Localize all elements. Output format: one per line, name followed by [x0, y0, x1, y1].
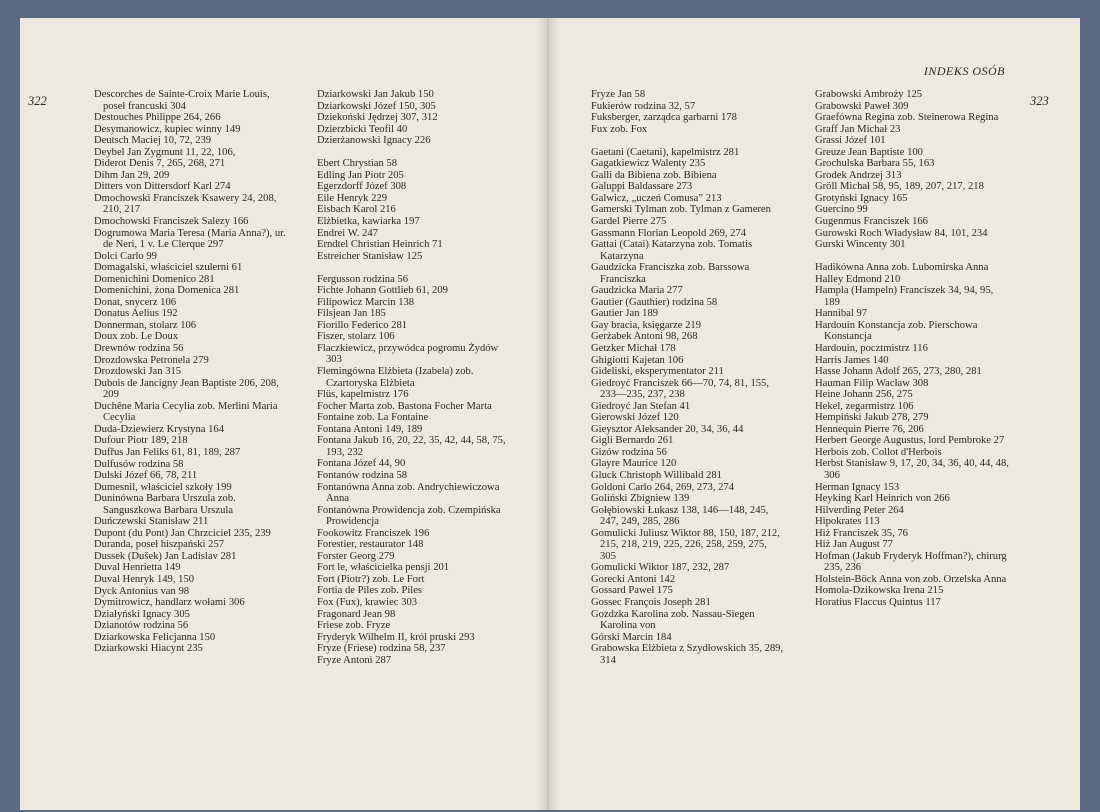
index-entry: Forestier, restaurator 148: [317, 539, 424, 551]
index-entry: Gay bracia, księgarze 219: [591, 319, 702, 331]
index-entry: Domagalski, właściciel szulerni 61: [94, 262, 243, 274]
index-column-1: [94, 89, 289, 655]
index-entry: Filsjean Jan 185: [317, 308, 386, 320]
index-entry: Gröll Michał 58, 95, 189, 207, 217, 218: [815, 181, 984, 193]
index-entry: Hiż Franciszek 35, 76: [815, 527, 908, 539]
index-entry: Gaudzicka Maria 277: [591, 285, 683, 297]
index-entry: Dziarkowska Felicjanna 150: [94, 631, 216, 643]
index-entry: Gautier (Gauthier) rodzina 58: [591, 296, 718, 308]
index-entry: Herbst Stanisław 9, 17, 20, 34, 36, 40, 44, 48, 306: [815, 458, 1009, 481]
index-entry: Fuksberger, zarządca garbarni 178: [591, 112, 737, 124]
index-entry: Gomulicki Wiktor 187, 232, 287: [591, 562, 730, 574]
index-entry: Hofman (Jakub Fryderyk Hoffman?), chirurg 235, 236: [815, 550, 1007, 574]
index-entry: Harris James 140: [815, 354, 889, 366]
index-entry: Fragonard Jean 98: [317, 608, 396, 620]
index-entry: Flaczkiewicz, przywódca pogromu Żydów 303: [317, 342, 499, 366]
index-entry: Doux zob. Le Doux: [94, 331, 179, 343]
index-entry: Flemingówna Elżbieta (Izabela) zob. Czartoryska Elżbieta: [317, 366, 474, 389]
index-entry: Dymitrowicz, handlarz wołami 306: [94, 597, 245, 609]
index-entry: Fontanówna Prowidencja zob. Czempińska Prowidencja: [317, 504, 501, 528]
index-entry: Grabowski Paweł 309: [815, 100, 909, 112]
index-entry: Herbert George Augustus, lord Pembroke 27: [815, 435, 1005, 447]
index-entry: Gossec François Joseph 281: [591, 597, 711, 609]
running-head: INDEKS OSÓB: [923, 64, 1005, 78]
index-entry: Goliński Zbigniew 139: [591, 493, 690, 505]
index-entry: Fiorillo Federico 281: [317, 319, 408, 331]
index-entry: Friese zob. Fryze: [317, 620, 391, 632]
index-entry: Eile Henryk 229: [317, 192, 388, 204]
index-entry: Forster Georg 279: [317, 550, 395, 562]
index-entry: Gideliski, eksperymentator 211: [591, 366, 724, 378]
index-entry: Focher Marta zob. Bastona Focher Marta: [317, 400, 492, 412]
index-entry: Giedroyć Jan Stefan 41: [591, 400, 691, 412]
index-entry: Duranda, poseł hiszpański 257: [94, 539, 225, 551]
index-entry: Dogrumowa Maria Teresa (Maria Anna?), ur. de Neri, 1 v. Le Clerque 297: [94, 227, 286, 251]
index-entry: Duval Henryk 149, 150: [94, 573, 195, 585]
index-entry: Destouches Philippe 264, 266: [94, 112, 221, 124]
index-entry: Endrei W. 247: [317, 227, 378, 239]
index-entry: Fontana Józef 44, 90: [317, 458, 406, 470]
index-entry: Gattai (Catai) Katarzyna zob. Tomatis Katarzyna: [591, 239, 753, 262]
index-entry: Estreicher Stanisław 125: [317, 250, 423, 262]
index-entry: Gorecki Antoni 142: [591, 573, 676, 585]
index-entry: Dihm Jan 29, 209: [94, 169, 170, 181]
index-entry: Gurowski Roch Władysław 84, 101, 234: [815, 227, 988, 239]
index-entry: Dziekoński Jędrzej 307, 312: [317, 112, 438, 124]
index-entry: Grabowski Ambroży 125: [815, 89, 923, 100]
index-entry: Grabowska Elżbieta z Szydłowskich 35, 289, 314: [591, 643, 784, 666]
index-entry: Donnerman, stolarz 106: [94, 319, 197, 331]
index-entry: Hardouin Konstancja zob. Pierschowa Konstancja: [815, 319, 978, 343]
index-entry: Galuppi Baldassare 273: [591, 181, 693, 193]
index-entry: Getzker Michał 178: [591, 342, 676, 354]
index-entry: Egerzdorff Józef 308: [317, 181, 407, 193]
index-entry: Fortia de Piles zob. Piles: [317, 585, 423, 597]
index-column-3: [591, 89, 785, 666]
index-entry: Greuze Jean Baptiste 100: [815, 146, 923, 158]
index-entry: Dzierżanowski Ignacy 226: [317, 135, 431, 147]
index-entry: Drozdowski Jan 315: [94, 366, 182, 378]
index-entry: Górski Marcin 184: [591, 631, 672, 643]
index-entry: Grotyński Ignacy 165: [815, 192, 908, 204]
index-entry: Herbois zob. Collot d'Herbois: [815, 446, 942, 458]
index-entry: Fontana Jakub 16, 20, 22, 35, 42, 44, 58, 75, 193, 232: [317, 435, 506, 458]
index-entry: Dmochowski Franciszek Ksawery 24, 208, 210, 217: [94, 192, 277, 216]
index-entry: Deutsch Maciej 10, 72, 239: [94, 135, 212, 147]
index-entry: Domenichini, żona Domenica 281: [94, 285, 240, 297]
index-entry: Hasse Johann Adolf 265, 273, 280, 281: [815, 366, 982, 378]
index-entry: Heine Johann 256, 275: [815, 389, 913, 401]
index-entry: Gamerski Tylman zob. Tylman z Gameren: [591, 204, 771, 216]
index-entry: Dzianotów rodzina 56: [94, 620, 189, 632]
index-entry: Descorches de Sainte-Croix Marie Louis, poseł francuski 304: [94, 89, 270, 112]
index-entry: Gomulicki Juliusz Wiktor 88, 150, 187, 212, 215, 218, 219, 225, 226, 258, 259, 275, 305: [591, 527, 780, 562]
index-entry: Dyck Antonius van 98: [94, 585, 190, 597]
index-entry: Hennequin Pierre 76, 206: [815, 423, 924, 435]
index-entry: Horatius Flaccus Quintus 117: [815, 597, 941, 609]
index-entry: Dufřus Jan Feliks 61, 81, 189, 287: [94, 446, 241, 458]
index-entry: Gieysztor Aleksander 20, 34, 36, 44: [591, 423, 744, 435]
index-entry: Hauman Filip Wacław 308: [815, 377, 929, 389]
index-entry: Hiż Jan August 77: [815, 539, 893, 551]
index-entry: Holstein-Böck Anna von zob. Orzelska Anna: [815, 573, 1007, 585]
index-entry: Dumesnil, właściciel szkoły 199: [94, 481, 232, 493]
index-entry: Gossard Paweł 175: [591, 585, 673, 597]
index-entry: Duchêne Maria Cecylia zob. Merlini Maria Cecylia: [94, 400, 278, 424]
index-entry: Gurski Wincenty 301: [815, 239, 906, 251]
index-entry: Desymanowicz, kupiec winny 149: [94, 123, 241, 135]
index-entry: Galli da Bibiena zob. Bibiena: [591, 169, 717, 181]
index-entry: Hardouin, pocztmistrz 116: [815, 342, 928, 354]
index-entry: Edling Jan Piotr 205: [317, 169, 404, 181]
index-entry: Dulfusów rodzina 58: [94, 458, 184, 470]
index-entry: Hekel, zegarmistrz 106: [815, 400, 914, 412]
index-entry: Duńczewski Stanisław 211: [94, 516, 209, 528]
index-entry: Fryze Antoni 287: [317, 654, 392, 666]
index-entry: Dufour Piotr 189, 218: [94, 435, 188, 447]
index-entry: Herman Ignacy 153: [815, 481, 900, 493]
index-entry: Flüs, kapelmistrz 176: [317, 389, 409, 401]
index-entry: Graefówna Regina zob. Steinerowa Regina: [815, 112, 999, 124]
index-entry: Fiszer, stolarz 106: [317, 331, 395, 343]
index-entry: Gaudzicka Franciszka zob. Barssowa Franciszka: [591, 262, 750, 285]
index-entry: Gaetani (Caetani), kapelmistrz 281: [591, 146, 740, 158]
index-column-2: [317, 89, 513, 666]
index-entry: Hadikówna Anna zob. Lubomirska Anna: [815, 262, 989, 274]
index-entry: Dziarkowski Hiacynt 235: [94, 643, 203, 655]
index-entry: Donatus Aelius 192: [94, 308, 178, 320]
index-entry: Gluck Christoph Willibald 281: [591, 470, 722, 481]
index-entry: Erndtel Christian Heinrich 71: [317, 239, 443, 251]
index-entry: Ghigiotti Kajetan 106: [591, 354, 684, 366]
index-entry: Elżbietka, kawiarka 197: [317, 215, 420, 227]
index-entry: Gizów rodzina 56: [591, 446, 667, 458]
index-entry: Duval Henrietta 149: [94, 562, 181, 574]
index-entry: Dupont (du Pont) Jan Chrzciciel 235, 239: [94, 527, 271, 539]
index-entry: Fukierów rodzina 32, 57: [591, 100, 696, 112]
index-entry: Grodek Andrzej 313: [815, 169, 902, 181]
index-entry: Fontaine zob. La Fontaine: [317, 412, 429, 424]
index-entry: Hampla (Hampeln) Franciszek 34, 94, 95, 189: [815, 285, 994, 308]
index-entry: Gugenmus Franciszek 166: [815, 216, 928, 228]
book-gutter: [536, 18, 560, 810]
index-entry: Gautier Jan 189: [591, 308, 659, 320]
index-entry: Drozdowska Petronela 279: [94, 354, 209, 366]
index-entry: Dulski Józef 66, 78, 211: [94, 470, 198, 482]
index-entry: Gierowski Józef 120: [591, 412, 679, 424]
index-entry: Gigli Bernardo 261: [591, 435, 674, 447]
index-entry: Dziarkowski Jan Jakub 150: [317, 89, 434, 100]
index-entry: Dubois de Jancigny Jean Baptiste 206, 208, 209: [94, 377, 279, 401]
index-entry: Giedroyć Franciszek 66—70, 74, 81, 155, 233—235, 237, 238: [591, 377, 769, 401]
index-entry: Dussek (Dušek) Jan Ladislav 281: [94, 550, 237, 562]
index-entry: Guercino 99: [815, 204, 868, 216]
index-entry: Goldoni Carlo 264, 269, 273, 274: [591, 481, 735, 493]
index-entry: Dzierzbicki Teofil 40: [317, 123, 408, 135]
index-entry: Gardel Pierre 275: [591, 215, 667, 227]
index-entry: Dmochowski Franciszek Salezy 166: [94, 216, 249, 228]
index-entry: Heyking Karl Heinrich von 266: [815, 493, 950, 505]
index-entry: Dziarkowski Józef 150, 305: [317, 100, 436, 112]
index-entry: Gagatkiewicz Walenty 235: [591, 158, 706, 170]
index-entry: Fryze Jan 58: [591, 89, 646, 100]
index-entry: Gassmann Florian Leopold 269, 274: [591, 227, 747, 239]
index-entry: Halley Edmond 210: [815, 273, 901, 285]
index-entry: Grochulska Barbara 55, 163: [815, 158, 935, 170]
index-entry: Fox (Fux), krawiec 303: [317, 596, 418, 608]
right-page-number: 323: [1030, 94, 1049, 108]
index-entry: Grassi Józef 101: [815, 135, 886, 147]
index-entry: Deybel Jan Zygmunt 11, 22, 106,: [94, 146, 236, 158]
index-entry: Fontana Antoni 149, 189: [317, 423, 423, 435]
index-entry: Duda-Dziewierz Krystyna 164: [94, 423, 225, 435]
index-entry: Glayre Maurice 120: [591, 458, 677, 470]
index-entry: Hilverding Peter 264: [815, 504, 904, 516]
index-entry: Fort (Piotr?) zob. Le Fort: [317, 573, 425, 585]
index-entry: Filipowicz Marcin 138: [317, 296, 415, 308]
index-entry: Homola-Dzikowska Irena 215: [815, 585, 944, 597]
index-entry: Fergusson rodzina 56: [317, 273, 409, 285]
index-entry: Drewnów rodzina 56: [94, 343, 184, 355]
index-entry: Duninówna Barbara Urszula zob. Sanguszkowa Barbara Urszula: [94, 493, 236, 516]
index-entry: Hempiński Jakub 278, 279: [815, 412, 929, 424]
index-column-4: [815, 89, 1009, 609]
index-entry: Fontanówna Anna zob. Andrychiewiczowa Anna: [317, 481, 500, 505]
index-entry: Dolci Carlo 99: [94, 250, 157, 262]
index-entry: Hannibal 97: [815, 308, 868, 320]
index-entry: Fontanów rodzina 58: [317, 469, 408, 481]
index-entry: Gerżabek Antoni 98, 268: [591, 331, 698, 343]
index-entry: Galwicz, „uczeń Comusa” 213: [591, 192, 722, 204]
index-entry: Fichte Johann Gottlieb 61, 209: [317, 285, 448, 297]
index-entry: Fryderyk Wilhelm II, król pruski 293: [317, 631, 475, 643]
index-entry: Fux zob. Fox: [591, 123, 648, 135]
index-entry: Gozdzka Karolina zob. Nassau-Siegen Karolina von: [591, 608, 755, 632]
index-entry: Fryze (Friese) rodzina 58, 237: [317, 643, 446, 655]
index-entry: Graff Jan Michał 23: [815, 123, 901, 135]
left-page-number: 322: [28, 94, 47, 108]
index-entry: Ditters von Dittersdorf Karl 274: [94, 181, 231, 193]
index-entry: Domenichini Domenico 281: [94, 273, 215, 285]
index-entry: Działyński Ignacy 305: [94, 608, 190, 620]
index-entry: Donat, snycerz 106: [94, 296, 177, 308]
index-entry: Gołębiowski Łukasz 138, 146—148, 245, 247, 249, 285, 286: [591, 504, 769, 528]
index-entry: Fookowitz Franciszek 196: [317, 527, 430, 539]
index-entry: Diderot Denis 7, 265, 268, 271: [94, 158, 226, 170]
index-entry: Fort le, właścicielka pensji 201: [317, 562, 450, 574]
index-entry: Eisbach Karol 216: [317, 204, 396, 216]
index-entry: Hipokrates 113: [815, 516, 880, 528]
index-entry: Ebert Chrystian 58: [317, 158, 398, 170]
